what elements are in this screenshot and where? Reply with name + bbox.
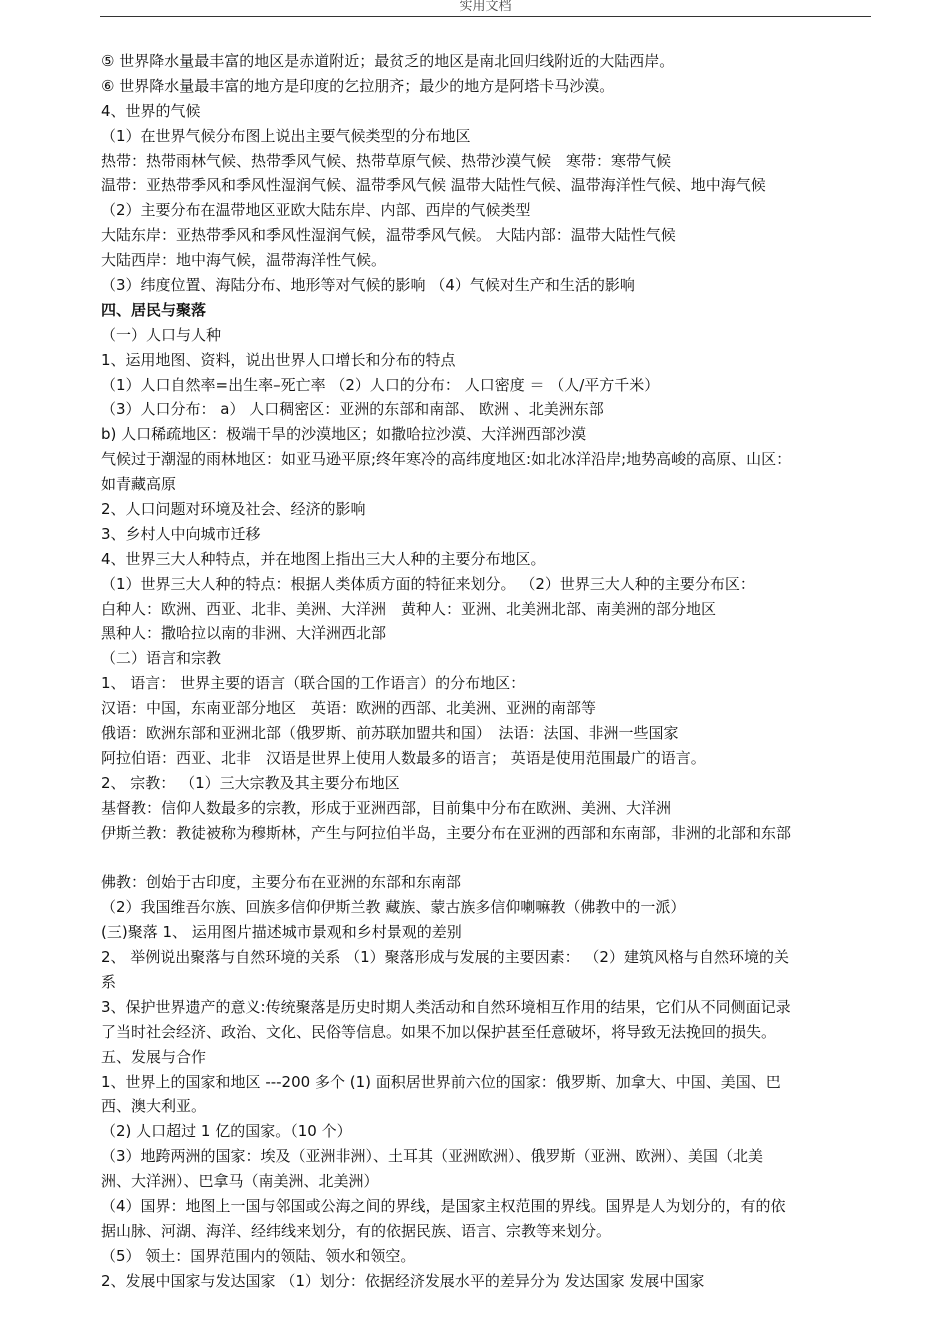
chapter-heading: 四、居民与聚落 xyxy=(101,300,207,319)
text-line: 2、 宗教： （1）三大宗教及其主要分布地区 xyxy=(101,773,400,792)
text-line: 4、世界三大人种特点，并在地图上指出三大人种的主要分布地区。 xyxy=(101,549,546,568)
page-header xyxy=(100,0,871,17)
text-line: 据山脉、河湖、海洋、经纬线来划分，有的依据民族、语言、宗教等来划分。 xyxy=(101,1221,612,1240)
text-line: 洲、大洋洲）、巴拿马（南美洲、北美洲） xyxy=(101,1172,379,1191)
text-line: （2）主要分布在温带地区亚欧大陆东岸、内部、西岸的气候类型 xyxy=(101,201,531,220)
text-line: 3、乡村人中向城市迁移 xyxy=(101,524,261,543)
text-line: 佛教：创始于古印度，主要分布在亚洲的东部和东南部 xyxy=(101,873,462,892)
text-line: （3）纬度位置、海陆分布、地形等对气候的影响 （4）气候对生产和生活的影响 xyxy=(101,276,635,295)
text-line: 温带：亚热带季风和季风性湿润气候、温带季风气候 温带大陆性气候、温带海洋性气候、地中海气候 xyxy=(101,176,766,195)
text-line: 1、 语言： 世界主要的语言（联合国的工作语言）的分布地区： xyxy=(101,674,526,693)
text-line: 3、保护世界遗产的意义:传统聚落是历史时期人类活动和自然环境相互作用的结果，它们从不同侧面记录 xyxy=(101,997,791,1016)
text-line: 大陆西岸：地中海气候，温带海洋性气候。 xyxy=(101,251,387,270)
text-line: 汉语：中国，东南亚部分地区 英语：欧洲的西部、北美洲、亚洲的南部等 xyxy=(101,699,597,718)
text-line: 大陆东岸：亚热带季风和季风性湿润气候，温带季风气候。 大陆内部：温带大陆性气候 xyxy=(101,226,676,245)
text-line: （2) 人口超过 1 亿的国家。（10 个） xyxy=(101,1122,352,1141)
text-line: 基督教：信仰人数最多的宗教，形成于亚洲西部，目前集中分布在欧洲、美洲、大洋洲 xyxy=(101,798,672,817)
text-line: （2）我国维吾尔族、回族多信仰伊斯兰教 藏族、蒙古族多信仰喇嘛教（佛教中的一派） xyxy=(101,898,686,917)
document-body xyxy=(101,49,891,1294)
text-line: ⑥ 世界降水量最丰富的地方是印度的乞拉朋齐；最少的地方是阿塔卡马沙漠。 xyxy=(101,76,615,95)
text-line: 西、澳大利亚。 xyxy=(101,1097,207,1116)
subsection-heading: (三)聚落 1、 运用图片描述城市景观和乡村景观的差别 xyxy=(101,923,462,942)
text-line: 如青藏高原 xyxy=(101,475,177,494)
text-line: 了当时社会经济、政治、文化、民俗等信息。如果不加以保护甚至任意破坏，将导致无法挽回的损失。 xyxy=(101,1022,777,1041)
text-line: 白种人：欧洲、西亚、北非、美洲、大洋洲 黄种人：亚洲、北美洲北部、南美洲的部分地区 xyxy=(101,599,717,618)
text-line: （4）国界：地图上一国与邻国或公海之间的界线，是国家主权范围的界线。国界是人为划分的，有的依 xyxy=(101,1196,786,1215)
subsection-heading: （二）语言和宗教 xyxy=(101,649,222,668)
text-line: 2、 举例说出聚落与自然环境的关系 （1）聚落形成与发展的主要因素： （2）建筑风格与自然环境的关 xyxy=(101,948,789,967)
text-line: （1）世界三大人种的特点：根据人类体质方面的特征来划分。 （2）世界三大人种的主要分布区： xyxy=(101,574,755,593)
page-header-title: 实用文档 xyxy=(459,0,512,14)
text-line: 2、人口问题对环境及社会、经济的影响 xyxy=(101,500,366,519)
text-line: 系 xyxy=(101,972,117,991)
text-line: （3）地跨两洲的国家：埃及（亚洲非洲）、土耳其（亚洲欧洲）、俄罗斯（亚洲、欧洲）、美国（北美 xyxy=(101,1147,764,1166)
text-line: （1）人口自然率=出生率–死亡率 （2）人口的分布： 人口密度 ＝ （人/平方千米） xyxy=(101,375,660,394)
chapter-heading: 五、发展与合作 xyxy=(101,1047,207,1066)
text-line: （1）在世界气候分布图上说出主要气候类型的分布地区 xyxy=(101,126,471,145)
text-line: 1、运用地图、资料，说出世界人口增长和分布的特点 xyxy=(101,350,456,369)
blank-line xyxy=(101,846,891,871)
text-line: ⑤ 世界降水量最丰富的地区是赤道附近；最贫乏的地区是南北回归线附近的大陆西岸。 xyxy=(101,52,675,70)
text-line: 伊斯兰教：教徒被称为穆斯林，产生与阿拉伯半岛，主要分布在亚洲的西部和东南部，非洲的北部和东部 xyxy=(101,823,792,842)
text-line: 热带：热带雨林气候、热带季风气候、热带草原气候、热带沙漠气候 寒带：寒带气候 xyxy=(101,151,672,170)
text-line: 气候过于潮湿的雨林地区：如亚马逊平原;终年寒冷的高纬度地区:如北冰洋沿岸;地势高峻的高原、山区： xyxy=(101,450,792,469)
subsection-heading: （一）人口与人种 xyxy=(101,325,222,344)
text-line: 黑种人：撒哈拉以南的非洲、大洋洲西北部 xyxy=(101,624,387,643)
text-line: （3）人口分布： a） 人口稠密区：亚洲的东部和南部、 欧洲 、北美洲东部 xyxy=(101,400,604,419)
text-line: 1、世界上的国家和地区 ---200 多个 (1) 面积居世界前六位的国家：俄罗斯、加拿大、中国、美国、巴 xyxy=(101,1072,781,1091)
text-line: 俄语：欧洲东部和亚洲北部（俄罗斯、前苏联加盟共和国） 法语：法国、非洲一些国家 xyxy=(101,724,679,743)
section-heading: 4、世界的气候 xyxy=(101,101,201,120)
text-line: 2、发展中国家与发达国家 （1）划分：依据经济发展水平的差异分为 发达国家 发展中国家 xyxy=(101,1271,705,1290)
text-line: b) 人口稀疏地区：极端干旱的沙漠地区；如撒哈拉沙漠、大洋洲西部沙漠 xyxy=(101,425,587,444)
text-line: 阿拉伯语：西亚、北非 汉语是世界上使用人数最多的语言； 英语是使用范围最广的语言。 xyxy=(101,748,706,767)
text-line: （5） 领土：国界范围内的领陆、领水和领空。 xyxy=(101,1246,416,1265)
